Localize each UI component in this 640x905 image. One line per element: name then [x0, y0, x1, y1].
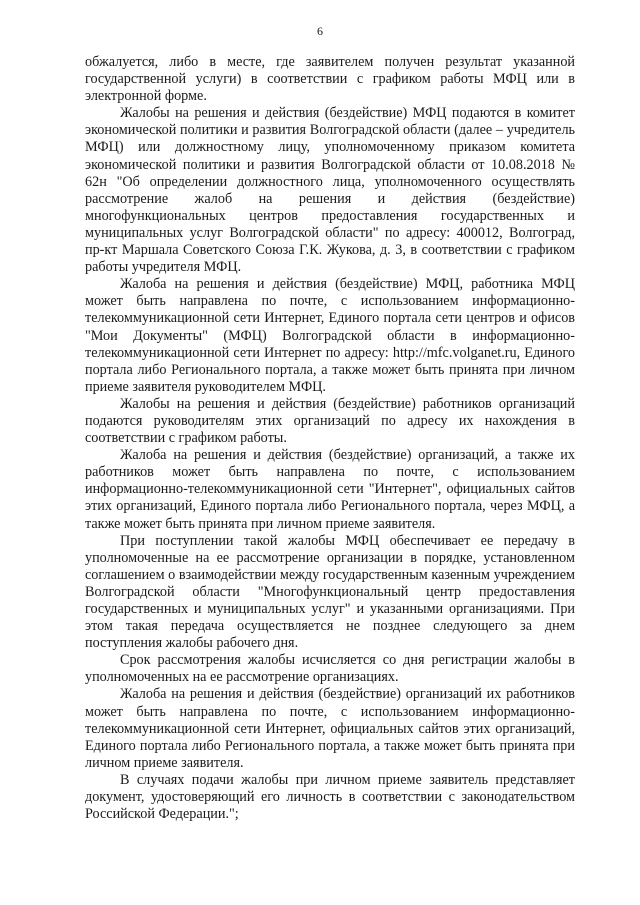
- paragraph-complaints-to-founder: Жалобы на решения и действия (бездействие) МФЦ подаются в комитет экономической политики и развития Волгоградской области (далее – учредитель МФЦ) или должностному лицу, уполномоченному приказом комитета экономической политики и развития Волгоградской области от 10.08.2018 № 62н "Об определении должностного лица, уполномоченного осуществлять рассмотрение жалоб на решения и действия (бездействие) многофункциональных центров предоставления государственных и муниципальных услуг Волгоградской области" по адресу: 400012, Волгоград, пр-кт Маршала Советского Союза Г.К. Жукова, д. 3, в соответствии с графиком работы учредителя МФЦ.: [85, 105, 575, 276]
- paragraph-continuation: обжалуется, либо в месте, где заявителем получен результат указанной государственной услуги) в соответствии с графиком работы МФЦ или в электронной форме.: [85, 54, 575, 105]
- document-body: [85, 54, 575, 823]
- paragraph-complaint-transfer: При поступлении такой жалобы МФЦ обеспечивает ее передачу в уполномоченные на ее рассмотрение организации в порядке, установленном соглашением о взаимодействии между государственным казенным учреждением Волгоградской области "Многофункциональный центр предоставления государственных и муниципальных услуг" и указанными организациями. При этом такая передача осуществляется не позднее следующего за днем поступления жалобы рабочего дня.: [85, 532, 575, 652]
- paragraph-complaint-channels-mfc: Жалоба на решения и действия (бездействие) МФЦ, работника МФЦ может быть направлена по почте, с использованием информационно-телекоммуникационной сети Интернет, Единого портала сети центров и офисов "Мои Документы" (МФЦ) Волгоградской области в информационно-телекоммуникационной сети Интернет по адресу: http://mfc.volganet.ru, Единого портала либо Регионального портала, а также может быть принята при личном приеме заявителя руководителем МФЦ.: [85, 276, 575, 395]
- paragraph-complaint-channels-employees: Жалоба на решения и действия (бездействие) организаций их работников может быть направлена по почте, с использованием информационно-телекоммуникационной сети Интернет, официальных сайтов этих организаций, Единого портала либо Регионального портала, а также может быть принята при личном приеме заявителя.: [85, 686, 575, 771]
- paragraph-review-period: Срок рассмотрения жалобы исчисляется со дня регистрации жалобы в уполномоченных на ее рассмотрение организациях.: [85, 652, 575, 686]
- page-number: 6: [317, 24, 323, 38]
- paragraph-identity-document: В случаях подачи жалобы при личном приеме заявитель представляет документ, удостоверяющий его личность в соответствии с законодательством Российской Федерации.";: [85, 771, 575, 823]
- paragraph-complaints-to-organization-heads: Жалобы на решения и действия (бездействие) работников организаций подаются руководителям этих организаций по адресу их нахождения в соответствии с графиком работы.: [85, 395, 575, 447]
- paragraph-complaint-channels-organizations: Жалоба на решения и действия (бездействие) организаций, а также их работников может быть направлена по почте, с использованием информационно-телекоммуникационной сети "Интернет", официальных сайтов этих организаций, Единого портала либо Регионального портала, через МФЦ, а также может быть принята при личном приеме заявителя.: [85, 447, 575, 532]
